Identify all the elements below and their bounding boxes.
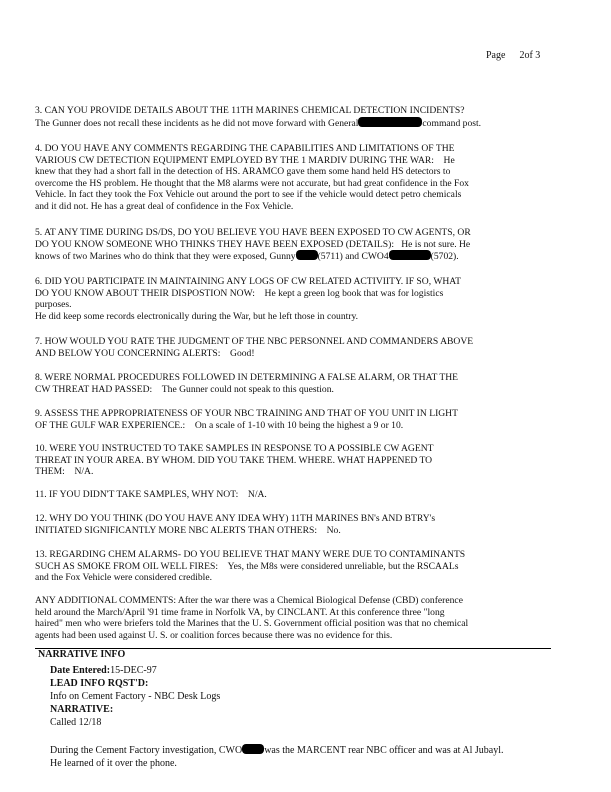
narrative-body (50, 744, 550, 770)
question-text: THEM: N/A. (35, 466, 94, 478)
narrative-text: During the Cement Factory investigation, CWO was the MARCENT rear NBC officer and was at Al Jubayl. (50, 745, 504, 756)
page-number (486, 50, 540, 62)
comment-text: held around the March/April '91 time frame in Norfolk VA, by CINCLANT. At this conference three "long (35, 606, 445, 618)
answer-text: purposes. (35, 299, 72, 311)
question-text: DO YOU KNOW SOMEONE WHO THINKS THEY HAVE BEEN EXPOSED (DETAILS): He is not sure. He (35, 238, 471, 250)
question-13 (35, 549, 563, 584)
answer-text: He is not sure. He (401, 238, 471, 250)
question-7 (35, 336, 563, 359)
question-6 (35, 276, 563, 322)
date-label: Date Entered: (50, 665, 111, 676)
question-9 (35, 408, 563, 431)
question-text: THREAT IN YOUR AREA. BY WHOM. DID YOU TAKE THEM. WHERE. WHAT HAPPENED TO (35, 454, 433, 466)
question-text: OF THE GULF WAR EXPERIENCE.: On a scale of 1-10 with 10 being the highest a 9 or 10. (35, 419, 404, 431)
question-text: AND BELOW YOU CONCERNING ALERTS: Good! (35, 347, 255, 359)
question-text: 9. ASSESS THE APPROPRIATENESS OF YOUR NBC TRAINING AND THAT OF YOU UNIT IN LIGHT (35, 408, 458, 419)
redaction-mark (296, 250, 318, 260)
comment-text: agents had been used against U. S. or coalition forces because there was no evidence for this. (35, 629, 393, 641)
question-3 (35, 105, 563, 129)
page-number-value: 2of 3 (519, 50, 541, 61)
question-text: 5. AT ANY TIME DURING DS/DS, DO YOU BELIEVE YOU HAVE BEEN EXPOSED TO CW AGENTS, OR (35, 227, 471, 238)
called-text: Called 12/18 (50, 717, 102, 728)
lead-label: LEAD INFO RQST'D: (50, 678, 149, 689)
question-text: 7. HOW WOULD YOU RATE THE JUDGMENT OF THE NBC PERSONNEL AND COMMANDERS ABOVE (35, 336, 474, 347)
answer-text: and the Fox Vehicle were considered credible. (35, 572, 212, 584)
question-text: CW THREAT HAD PASSED: The Gunner could not speak to this question. (35, 383, 334, 395)
answer-text: knew that they had a short fall in the detection of HS. ARAMCO gave them some hand held HS detectors to (35, 166, 451, 178)
question-10 (35, 443, 563, 478)
question-8 (35, 372, 563, 395)
comment-text: ANY ADDITIONAL COMMENTS: After the war there was a Chemical Biological Defense (CBD) conference (35, 595, 463, 606)
narrative-heading: NARRATIVE INFO (38, 649, 126, 660)
question-text: VARIOUS CW DETECTION EQUIPMENT EMPLOYED BY THE 1 MARDIV DURING THE WAR: He (35, 154, 455, 166)
answer-text: and it did not. He has a great deal of confidence in the Fox Vehicle. (35, 200, 294, 212)
question-text: 8. WERE NORMAL PROCEDURES FOLLOWED IN DETERMINING A FALSE ALARM, OR THAT THE (35, 372, 459, 383)
answer-text: He kept a green log book that was for logistics (264, 287, 444, 299)
question-text: 12. WHY DO YOU THINK (DO YOU HAVE ANY IDEA WHY) 11TH MARINES BN's AND BTRY's (35, 513, 436, 524)
answer-text: Yes, the M8s were considered unreliable, but the RSCAALs (227, 560, 459, 572)
redaction-mark (389, 250, 431, 260)
answer-text: N/A. (247, 489, 267, 500)
page-label: Page (486, 50, 506, 61)
narrative-section (50, 664, 550, 729)
question-text: 3. CAN YOU PROVIDE DETAILS ABOUT THE 11TH MARINES CHEMICAL DETECTION INCIDENTS? (35, 105, 465, 116)
answer-text: On a scale of 1-10 with 10 being the highest a 9 or 10. (194, 419, 404, 431)
question-text: 10. WERE YOU INSTRUCTED TO TAKE SAMPLES IN RESPONSE TO A POSSIBLE CW AGENT (35, 443, 434, 454)
question-11 (35, 489, 563, 501)
date-value: 15-DEC-97 (110, 665, 157, 676)
lead-value: Info on Cement Factory - NBC Desk Logs (50, 691, 221, 702)
question-5 (35, 227, 563, 263)
question-text: 4. DO YOU HAVE ANY COMMENTS REGARDING THE CAPABILITIES AND LIMITATIONS OF THE (35, 143, 455, 154)
redaction-mark (358, 117, 422, 127)
answer-text: The Gunner could not speak to this question. (161, 383, 334, 395)
answer-text: The Gunner does not recall these incidents as he did not move forward with General command post. (35, 117, 482, 129)
question-text: 6. DID YOU PARTICIPATE IN MAINTAINING ANY LOGS OF CW RELATED ACTIVIITY. IF SO, WHAT (35, 276, 462, 287)
answer-text: knows of two Marines who do think that they were exposed, Gunny (5711) and CWO4 (5702). (35, 251, 459, 263)
answer-text: Vehicle. In fact they took the Fox Vehicle out around the port to see if the vehicle would detect petro chemicals (35, 189, 462, 201)
narrative-label: NARRATIVE: (50, 704, 114, 715)
answer-text: Good! (230, 347, 255, 359)
question-text: INITIATED SIGNIFICANTLY MORE NBC ALERTS THAN OTHERS: No. (35, 524, 341, 536)
redaction-mark (242, 744, 264, 754)
answer-text: He (443, 154, 455, 166)
comment-text: haired" men who were briefers told the Marines that the U. S. Government official position was that no chemical (35, 618, 469, 630)
question-text: DO YOU KNOW ABOUT THEIR DISPOSTION NOW: He kept a green log book that was for logistics (35, 287, 444, 299)
answer-text: overcome the HS problem. He thought that the M8 alarms were not accurate, but had great confidence in the Fox (35, 177, 469, 189)
question-text: SUCH AS SMOKE FROM OIL WELL FIRES: Yes, the M8s were considered unreliable, but the RSCAALs (35, 560, 459, 572)
question-12 (35, 513, 563, 536)
answer-text: He did keep some records electronically during the War, but he left those in country. (35, 310, 359, 322)
additional-comments (35, 595, 563, 641)
narrative-text: He learned of it over the phone. (50, 758, 177, 769)
question-text: 13. REGARDING CHEM ALARMS- DO YOU BELIEVE THAT MANY WERE DUE TO CONTAMINANTS (35, 549, 466, 560)
date-entered (50, 664, 550, 677)
question-text: 11. IF YOU DIDN'T TAKE SAMPLES, WHY NOT: N/A. (35, 489, 267, 500)
answer-text: N/A. (74, 466, 94, 478)
answer-text: No. (326, 524, 341, 536)
question-4 (35, 143, 563, 213)
